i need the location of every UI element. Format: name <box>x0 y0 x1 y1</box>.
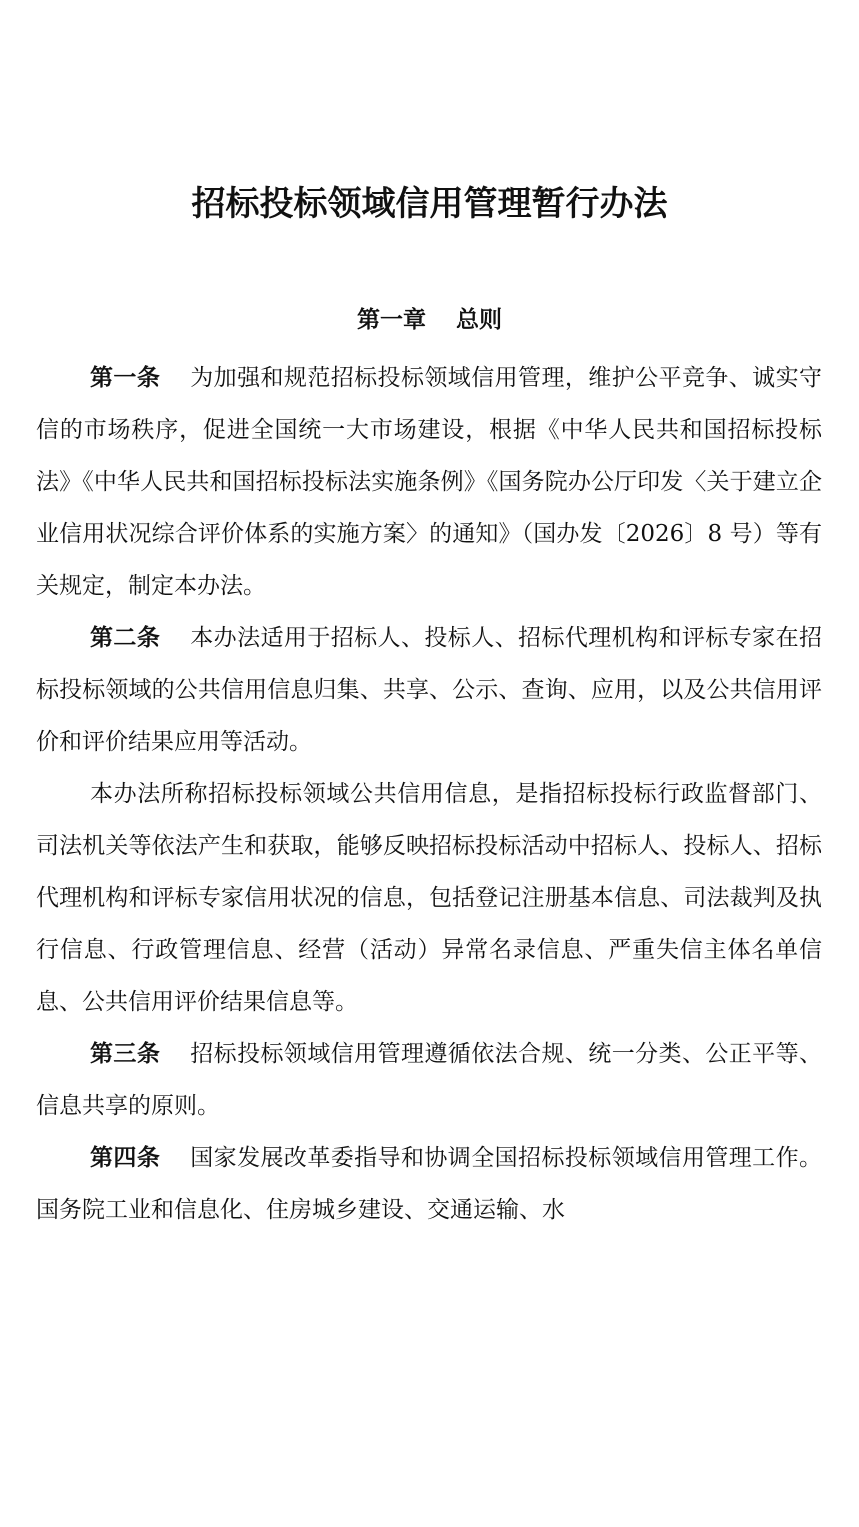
article-paragraph <box>36 768 822 1028</box>
chapter-name: 总则 <box>456 307 502 333</box>
article-paragraph <box>36 352 822 612</box>
chapter-heading <box>0 300 859 340</box>
chapter-number: 第一章 <box>357 307 426 333</box>
article-number: 第一条 <box>90 365 161 391</box>
article-paragraph <box>36 1132 822 1236</box>
article-number: 第三条 <box>90 1041 161 1067</box>
article-paragraph <box>36 1028 822 1132</box>
article-text: 招标投标领域信用管理遵循依法合规、统一分类、公正平等、信息共享的原则。 <box>36 1041 823 1119</box>
article-number: 第四条 <box>90 1145 161 1171</box>
article-number: 第二条 <box>90 625 161 651</box>
article-paragraph <box>36 612 822 768</box>
document-body <box>36 352 822 1236</box>
article-text: 本办法适用于招标人、投标人、招标代理机构和评标专家在招标投标领域的公共信用信息归集、共享、公示、查询、应用，以及公共信用评价和评价结果应用等活动。 <box>36 625 823 755</box>
document-title: 招标投标领域信用管理暂行办法 <box>191 184 668 224</box>
article-text: 为加强和规范招标投标领域信用管理，维护公平竞争、诚实守信的市场秩序，促进全国统一大市场建设，根据《中华人民共和国招标投标法》《中华人民共和国招标投标法实施条例》《国务院办公厅印发〈关于建立企业信用状况综合评价体系的实施方案〉的通知》（国办发〔2026〕8 号）等有关规定，制定本办法。 <box>36 365 823 599</box>
article-text: 本办法所称招标投标领域公共信用信息，是指招标投标行政监督部门、司法机关等依法产生和获取，能够反映招标投标活动中招标人、投标人、招标代理机构和评标专家信用状况的信息，包括登记注册基本信息、司法裁判及执行信息、行政管理信息、经营（活动）异常名录信息、严重失信主体名单信息、公共信用评价结果信息等。 <box>36 781 822 1015</box>
article-text: 国家发展改革委指导和协调全国招标投标领域信用管理工作。国务院工业和信息化、住房城乡建设、交通运输、水 <box>36 1145 823 1223</box>
